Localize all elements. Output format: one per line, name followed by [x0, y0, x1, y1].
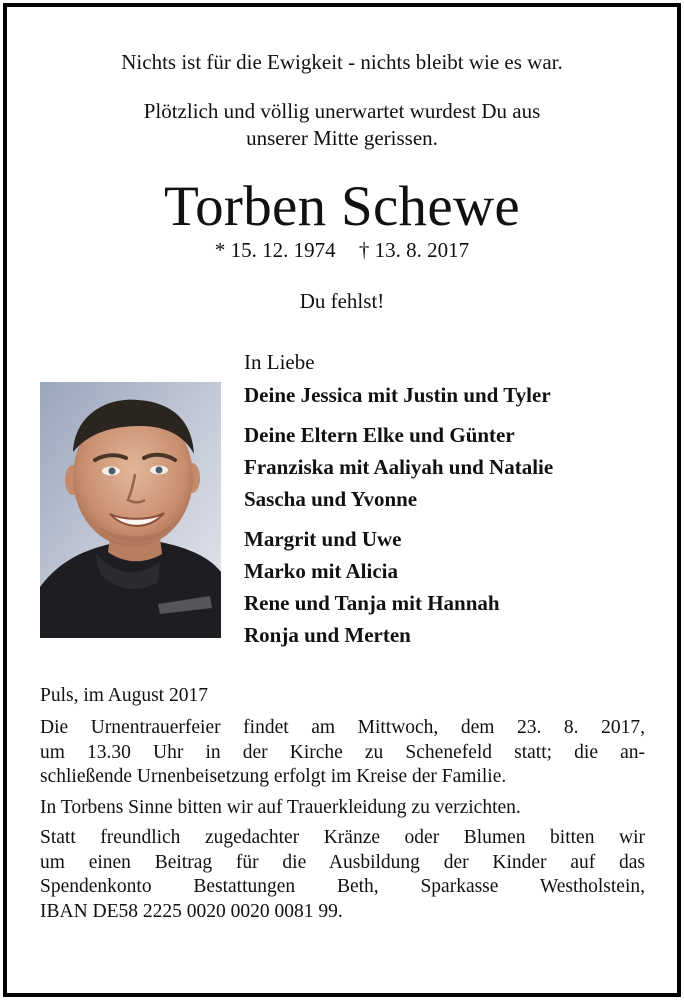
service-details [40, 684, 645, 930]
paragraph-line: Statt freundlich zugedachter Kränze oder Blumen bitten wir [40, 827, 645, 848]
mourner-line: Ronja und Merten [244, 623, 411, 647]
donation-paragraph [40, 826, 645, 924]
place-date: Puls, im August 2017 [40, 685, 208, 706]
paragraph-line: um 13.30 Uhr in der Kirche zu Schenefeld statt; die an- [40, 741, 645, 763]
mourner-group [244, 523, 664, 651]
paragraph-line: Spendenkonto Bestattungen Beth, Sparkasse Westholstein, [40, 876, 645, 897]
mourner-group [244, 379, 664, 411]
mourner-line: Franziska mit Aaliyah und Natalie [244, 455, 554, 479]
missing-text: Du fehlst! [299, 289, 385, 313]
death-date: † 13. 8. 2017 [358, 238, 470, 262]
mourner-line: Margrit und Uwe [244, 527, 402, 551]
obituary-frame [3, 3, 681, 997]
intro-line: unserer Mitte gerissen. [246, 126, 438, 150]
clothing-paragraph [40, 796, 645, 821]
mourner-line: Sascha und Yvonne [244, 487, 418, 511]
paragraph-line: IBAN DE58 2225 0020 0020 0081 99. [40, 900, 343, 922]
mourner-line: Marko mit Alicia [244, 559, 398, 583]
motto: Nichts ist für die Ewigkeit - nichts bleibt wie es war. [121, 50, 563, 74]
mourner-line: Deine Eltern Elke und Günter [244, 423, 515, 447]
mourner-line: Rene und Tanja mit Hannah [244, 591, 500, 615]
intro-text [7, 98, 677, 152]
mourner-line: Deine Jessica mit Justin und Tyler [244, 383, 551, 407]
deceased-name: Torben Schewe [163, 175, 521, 238]
life-dates [7, 238, 677, 263]
mourners-lead: In Liebe [244, 350, 315, 374]
paragraph-line: In Torbens Sinne bitten wir auf Trauerkleidung zu verzichten. [40, 796, 521, 818]
paragraph-line: um einen Beitrag für die Ausbildung der Kinder auf das [40, 851, 645, 873]
service-paragraph [40, 716, 645, 790]
birth-date: * 15. 12. 1974 [214, 238, 336, 262]
paragraph-line: schließende Urnenbeisetzung erfolgt im Kreise der Familie. [40, 766, 507, 787]
intro-line: Plötzlich und völlig unerwartet wurdest Du aus [143, 99, 541, 123]
portrait-photo [40, 382, 221, 638]
mourners-list [244, 349, 664, 659]
mourner-group [244, 419, 664, 515]
paragraph-line: Die Urnentrauerfeier findet am Mittwoch, dem 23. 8. 2017, [40, 717, 645, 738]
